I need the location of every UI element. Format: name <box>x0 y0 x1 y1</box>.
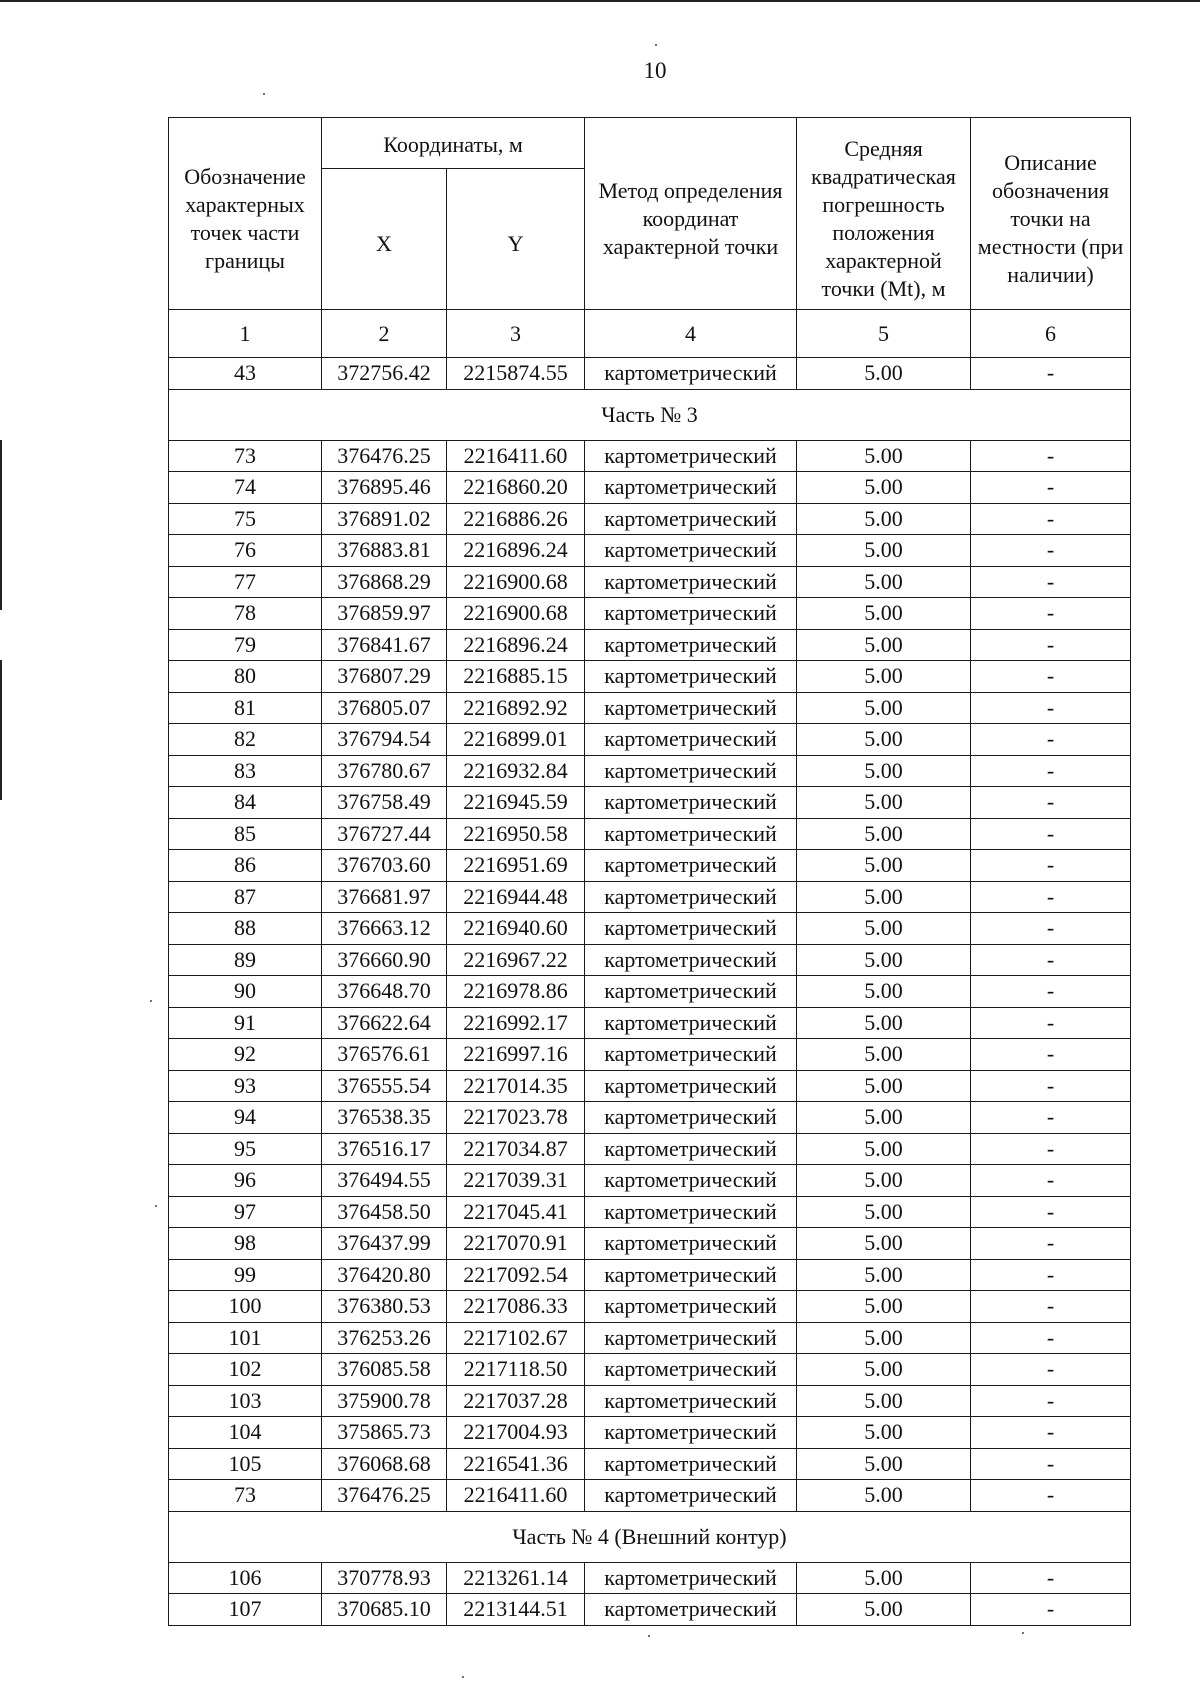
section-header-row <box>169 389 1131 440</box>
cell-method: картометрический <box>585 661 797 693</box>
cell-method: картометрический <box>585 944 797 976</box>
cell-method: картометрический <box>585 1417 797 1449</box>
table-row <box>169 1562 1131 1594</box>
cell-coord-x: 376555.54 <box>322 1070 447 1102</box>
cell-coord-y: 2216541.36 <box>447 1448 585 1480</box>
table-row <box>169 692 1131 724</box>
cell-coord-x: 376883.81 <box>322 535 447 567</box>
table-row <box>169 1133 1131 1165</box>
cell-point-id: 83 <box>169 755 322 787</box>
column-number: 4 <box>585 310 797 358</box>
cell-description: - <box>971 1070 1131 1102</box>
cell-description: - <box>971 724 1131 756</box>
header-description: Описание обозначения точки на местности (при наличии) <box>971 118 1131 310</box>
cell-description: - <box>971 1291 1131 1323</box>
cell-coord-y: 2213261.14 <box>447 1562 585 1594</box>
cell-coord-y: 2216896.24 <box>447 629 585 661</box>
cell-point-id: 103 <box>169 1385 322 1417</box>
cell-method: картометрический <box>585 755 797 787</box>
cell-coord-x: 376703.60 <box>322 850 447 882</box>
cell-mean-error: 5.00 <box>797 661 971 693</box>
cell-coord-y: 2216951.69 <box>447 850 585 882</box>
cell-coord-y: 2216896.24 <box>447 535 585 567</box>
cell-description: - <box>971 787 1131 819</box>
cell-coord-y: 2217037.28 <box>447 1385 585 1417</box>
cell-coord-y: 2217070.91 <box>447 1228 585 1260</box>
cell-method: картометрический <box>585 1448 797 1480</box>
cell-method: картометрический <box>585 1562 797 1594</box>
cell-coord-y: 2217039.31 <box>447 1165 585 1197</box>
cell-coord-x: 376437.99 <box>322 1228 447 1260</box>
cell-coord-x: 372756.42 <box>322 358 447 390</box>
cell-mean-error: 5.00 <box>797 818 971 850</box>
cell-point-id: 78 <box>169 598 322 630</box>
cell-coord-x: 376681.97 <box>322 881 447 913</box>
cell-description: - <box>971 976 1131 1008</box>
cell-coord-x: 376780.67 <box>322 755 447 787</box>
cell-method: картометрический <box>585 440 797 472</box>
cell-method: картометрический <box>585 787 797 819</box>
cell-description: - <box>971 1102 1131 1134</box>
scan-edge-mark <box>0 660 2 800</box>
cell-method: картометрический <box>585 503 797 535</box>
cell-method: картометрический <box>585 881 797 913</box>
cell-method: картометрический <box>585 1007 797 1039</box>
table-row <box>169 1322 1131 1354</box>
cell-description: - <box>971 472 1131 504</box>
cell-mean-error: 5.00 <box>797 1448 971 1480</box>
table-row <box>169 1039 1131 1071</box>
cell-description: - <box>971 1322 1131 1354</box>
cell-description: - <box>971 598 1131 630</box>
table-row <box>169 472 1131 504</box>
cell-point-id: 77 <box>169 566 322 598</box>
cell-mean-error: 5.00 <box>797 472 971 504</box>
cell-coord-y: 2217023.78 <box>447 1102 585 1134</box>
cell-mean-error: 5.00 <box>797 1417 971 1449</box>
cell-description: - <box>971 1165 1131 1197</box>
cell-coord-y: 2216992.17 <box>447 1007 585 1039</box>
cell-coord-x: 376576.61 <box>322 1039 447 1071</box>
cell-method: картометрический <box>585 1291 797 1323</box>
cell-coord-y: 2216885.15 <box>447 661 585 693</box>
table-row <box>169 944 1131 976</box>
table-row <box>169 661 1131 693</box>
cell-coord-x: 376727.44 <box>322 818 447 850</box>
cell-method: картометрический <box>585 1385 797 1417</box>
cell-description: - <box>971 850 1131 882</box>
table-row <box>169 1448 1131 1480</box>
cell-description: - <box>971 881 1131 913</box>
cell-coord-x: 376841.67 <box>322 629 447 661</box>
cell-mean-error: 5.00 <box>797 976 971 1008</box>
cell-coord-y: 2217014.35 <box>447 1070 585 1102</box>
cell-coord-y: 2216892.92 <box>447 692 585 724</box>
cell-description: - <box>971 566 1131 598</box>
cell-mean-error: 5.00 <box>797 1480 971 1512</box>
cell-mean-error: 5.00 <box>797 629 971 661</box>
cell-coord-y: 2216945.59 <box>447 787 585 819</box>
section-title: Часть № 4 (Внешний контур) <box>169 1511 1131 1562</box>
page-number: 10 <box>643 58 667 83</box>
cell-method: картометрический <box>585 1228 797 1260</box>
cell-description: - <box>971 692 1131 724</box>
scan-speck <box>648 1635 650 1637</box>
section-header-row <box>169 1511 1131 1562</box>
cell-description: - <box>971 440 1131 472</box>
cell-coord-y: 2213144.51 <box>447 1594 585 1626</box>
column-number: 3 <box>447 310 585 358</box>
cell-method: картометрический <box>585 1480 797 1512</box>
cell-coord-x: 376538.35 <box>322 1102 447 1134</box>
cell-coord-y: 2216900.68 <box>447 598 585 630</box>
cell-mean-error: 5.00 <box>797 850 971 882</box>
header-method: Метод определения координат характерной точки <box>585 118 797 310</box>
cell-mean-error: 5.00 <box>797 566 971 598</box>
cell-coord-y: 2216978.86 <box>447 976 585 1008</box>
cell-mean-error: 5.00 <box>797 1354 971 1386</box>
cell-coord-y: 2217086.33 <box>447 1291 585 1323</box>
cell-coord-y: 2217004.93 <box>447 1417 585 1449</box>
table-row <box>169 787 1131 819</box>
cell-point-id: 100 <box>169 1291 322 1323</box>
cell-mean-error: 5.00 <box>797 692 971 724</box>
cell-coord-x: 376068.68 <box>322 1448 447 1480</box>
cell-method: картометрический <box>585 850 797 882</box>
table-row <box>169 1385 1131 1417</box>
cell-mean-error: 5.00 <box>797 358 971 390</box>
cell-mean-error: 5.00 <box>797 1102 971 1134</box>
cell-method: картометрический <box>585 629 797 661</box>
header-x: X <box>322 169 447 310</box>
cell-coord-y: 2216967.22 <box>447 944 585 976</box>
cell-mean-error: 5.00 <box>797 1259 971 1291</box>
cell-point-id: 92 <box>169 1039 322 1071</box>
cell-point-id: 75 <box>169 503 322 535</box>
table-row <box>169 1070 1131 1102</box>
cell-point-id: 107 <box>169 1594 322 1626</box>
cell-description: - <box>971 1354 1131 1386</box>
cell-point-id: 87 <box>169 881 322 913</box>
cell-coord-y: 2216940.60 <box>447 913 585 945</box>
table-row <box>169 1196 1131 1228</box>
cell-method: картометрический <box>585 1165 797 1197</box>
cell-point-id: 90 <box>169 976 322 1008</box>
table-row <box>169 913 1131 945</box>
header-coordinates: Координаты, м <box>322 118 585 169</box>
cell-method: картометрический <box>585 1102 797 1134</box>
cell-coord-y: 2217034.87 <box>447 1133 585 1165</box>
cell-point-id: 86 <box>169 850 322 882</box>
cell-description: - <box>971 358 1131 390</box>
scan-speck <box>655 44 657 46</box>
table-row <box>169 566 1131 598</box>
cell-method: картометрический <box>585 535 797 567</box>
cell-point-id: 74 <box>169 472 322 504</box>
cell-coord-y: 2216900.68 <box>447 566 585 598</box>
cell-coord-x: 376805.07 <box>322 692 447 724</box>
scan-speck <box>150 1000 152 1002</box>
table-row <box>169 1354 1131 1386</box>
cell-point-id: 101 <box>169 1322 322 1354</box>
table-row <box>169 440 1131 472</box>
cell-mean-error: 5.00 <box>797 440 971 472</box>
cell-point-id: 98 <box>169 1228 322 1260</box>
cell-description: - <box>971 1259 1131 1291</box>
cell-mean-error: 5.00 <box>797 1070 971 1102</box>
cell-description: - <box>971 1039 1131 1071</box>
cell-coord-x: 376891.02 <box>322 503 447 535</box>
cell-point-id: 89 <box>169 944 322 976</box>
cell-coord-y: 2215874.55 <box>447 358 585 390</box>
cell-mean-error: 5.00 <box>797 787 971 819</box>
cell-method: картометрический <box>585 566 797 598</box>
cell-coord-y: 2216899.01 <box>447 724 585 756</box>
cell-mean-error: 5.00 <box>797 1007 971 1039</box>
cell-coord-x: 376895.46 <box>322 472 447 504</box>
cell-coord-y: 2216411.60 <box>447 440 585 472</box>
table-row <box>169 358 1131 390</box>
table-row <box>169 1480 1131 1512</box>
cell-mean-error: 5.00 <box>797 913 971 945</box>
cell-description: - <box>971 755 1131 787</box>
cell-description: - <box>971 913 1131 945</box>
cell-coord-y: 2216997.16 <box>447 1039 585 1071</box>
cell-coord-y: 2216944.48 <box>447 881 585 913</box>
table-row <box>169 629 1131 661</box>
cell-point-id: 104 <box>169 1417 322 1449</box>
table-body <box>169 310 1131 1626</box>
cell-mean-error: 5.00 <box>797 1594 971 1626</box>
cell-coord-x: 376859.97 <box>322 598 447 630</box>
cell-mean-error: 5.00 <box>797 1039 971 1071</box>
cell-point-id: 79 <box>169 629 322 661</box>
cell-description: - <box>971 1133 1131 1165</box>
table-row <box>169 1102 1131 1134</box>
column-number: 6 <box>971 310 1131 358</box>
cell-method: картометрический <box>585 1322 797 1354</box>
cell-coord-x: 375900.78 <box>322 1385 447 1417</box>
cell-coord-y: 2217118.50 <box>447 1354 585 1386</box>
cell-description: - <box>971 1007 1131 1039</box>
cell-method: картометрический <box>585 724 797 756</box>
scan-speck <box>263 93 265 95</box>
cell-point-id: 81 <box>169 692 322 724</box>
table-row <box>169 1007 1131 1039</box>
cell-point-id: 97 <box>169 1196 322 1228</box>
column-number: 1 <box>169 310 322 358</box>
cell-method: картометрический <box>585 1133 797 1165</box>
cell-point-id: 99 <box>169 1259 322 1291</box>
cell-mean-error: 5.00 <box>797 881 971 913</box>
cell-method: картометрический <box>585 472 797 504</box>
table-row <box>169 503 1131 535</box>
cell-mean-error: 5.00 <box>797 1228 971 1260</box>
cell-coord-x: 370778.93 <box>322 1562 447 1594</box>
table-row <box>169 850 1131 882</box>
column-numbers-row <box>169 310 1131 358</box>
cell-coord-x: 376758.49 <box>322 787 447 819</box>
cell-description: - <box>971 503 1131 535</box>
cell-mean-error: 5.00 <box>797 1133 971 1165</box>
cell-description: - <box>971 629 1131 661</box>
cell-method: картометрический <box>585 1039 797 1071</box>
header-mean-error: Средняя квадратическая погрешность положения характерной точки (Mt), м <box>797 118 971 310</box>
cell-description: - <box>971 1385 1131 1417</box>
cell-coord-x: 376253.26 <box>322 1322 447 1354</box>
cell-mean-error: 5.00 <box>797 724 971 756</box>
cell-method: картометрический <box>585 598 797 630</box>
cell-coord-y: 2216950.58 <box>447 818 585 850</box>
scan-speck <box>1022 1632 1024 1634</box>
cell-mean-error: 5.00 <box>797 1562 971 1594</box>
column-number: 5 <box>797 310 971 358</box>
table-row <box>169 1291 1131 1323</box>
cell-description: - <box>971 1480 1131 1512</box>
table-row <box>169 1165 1131 1197</box>
cell-method: картометрический <box>585 1259 797 1291</box>
cell-description: - <box>971 1448 1131 1480</box>
cell-coord-x: 376868.29 <box>322 566 447 598</box>
cell-coord-x: 376494.55 <box>322 1165 447 1197</box>
cell-description: - <box>971 1562 1131 1594</box>
cell-coord-x: 376622.64 <box>322 1007 447 1039</box>
section-title: Часть № 3 <box>169 389 1131 440</box>
cell-coord-x: 376085.58 <box>322 1354 447 1386</box>
cell-point-id: 91 <box>169 1007 322 1039</box>
scan-edge-mark <box>0 0 1200 2</box>
cell-description: - <box>971 818 1131 850</box>
cell-coord-y: 2217045.41 <box>447 1196 585 1228</box>
table-row <box>169 598 1131 630</box>
cell-coord-x: 376807.29 <box>322 661 447 693</box>
header-y: Y <box>447 169 585 310</box>
cell-method: картометрический <box>585 1070 797 1102</box>
table-row <box>169 1417 1131 1449</box>
cell-mean-error: 5.00 <box>797 755 971 787</box>
cell-mean-error: 5.00 <box>797 1322 971 1354</box>
cell-method: картометрический <box>585 1354 797 1386</box>
cell-coord-y: 2216886.26 <box>447 503 585 535</box>
cell-mean-error: 5.00 <box>797 1385 971 1417</box>
cell-coord-x: 376476.25 <box>322 440 447 472</box>
cell-point-id: 73 <box>169 440 322 472</box>
cell-point-id: 82 <box>169 724 322 756</box>
cell-coord-y: 2217102.67 <box>447 1322 585 1354</box>
scan-speck <box>462 1676 464 1678</box>
cell-mean-error: 5.00 <box>797 598 971 630</box>
cell-mean-error: 5.00 <box>797 503 971 535</box>
cell-description: - <box>971 1417 1131 1449</box>
cell-coord-x: 376420.80 <box>322 1259 447 1291</box>
cell-description: - <box>971 1196 1131 1228</box>
cell-point-id: 93 <box>169 1070 322 1102</box>
table-row <box>169 818 1131 850</box>
cell-description: - <box>971 1594 1131 1626</box>
cell-point-id: 85 <box>169 818 322 850</box>
cell-point-id: 43 <box>169 358 322 390</box>
cell-point-id: 95 <box>169 1133 322 1165</box>
cell-method: картометрический <box>585 358 797 390</box>
cell-method: картометрический <box>585 976 797 1008</box>
cell-coord-x: 376794.54 <box>322 724 447 756</box>
cell-mean-error: 5.00 <box>797 1165 971 1197</box>
table-row <box>169 535 1131 567</box>
header-point-designation: Обозначение характерных точек части границы <box>169 118 322 310</box>
table-row <box>169 755 1131 787</box>
cell-coord-y: 2216932.84 <box>447 755 585 787</box>
cell-mean-error: 5.00 <box>797 1196 971 1228</box>
cell-description: - <box>971 944 1131 976</box>
cell-method: картометрический <box>585 1594 797 1626</box>
cell-mean-error: 5.00 <box>797 944 971 976</box>
cell-description: - <box>971 661 1131 693</box>
cell-method: картометрический <box>585 913 797 945</box>
cell-coord-x: 376380.53 <box>322 1291 447 1323</box>
table-row <box>169 724 1131 756</box>
scan-edge-mark <box>0 440 2 610</box>
cell-method: картометрический <box>585 1196 797 1228</box>
cell-coord-y: 2216411.60 <box>447 1480 585 1512</box>
cell-point-id: 84 <box>169 787 322 819</box>
cell-point-id: 76 <box>169 535 322 567</box>
cell-point-id: 80 <box>169 661 322 693</box>
table-header <box>169 118 1131 310</box>
cell-coord-x: 376516.17 <box>322 1133 447 1165</box>
table-row <box>169 976 1131 1008</box>
column-number: 2 <box>322 310 447 358</box>
cell-point-id: 106 <box>169 1562 322 1594</box>
cell-mean-error: 5.00 <box>797 1291 971 1323</box>
cell-mean-error: 5.00 <box>797 535 971 567</box>
cell-coord-x: 375865.73 <box>322 1417 447 1449</box>
scan-speck <box>155 1205 157 1207</box>
cell-method: картометрический <box>585 818 797 850</box>
cell-point-id: 96 <box>169 1165 322 1197</box>
cell-point-id: 88 <box>169 913 322 945</box>
cell-coord-x: 376458.50 <box>322 1196 447 1228</box>
cell-point-id: 105 <box>169 1448 322 1480</box>
cell-description: - <box>971 1228 1131 1260</box>
cell-point-id: 102 <box>169 1354 322 1386</box>
cell-coord-x: 376476.25 <box>322 1480 447 1512</box>
cell-method: картометрический <box>585 692 797 724</box>
table-row <box>169 1228 1131 1260</box>
cell-coord-x: 376660.90 <box>322 944 447 976</box>
table-row <box>169 1594 1131 1626</box>
coordinates-table <box>168 117 1131 1626</box>
table-row <box>169 1259 1131 1291</box>
cell-coord-y: 2216860.20 <box>447 472 585 504</box>
cell-point-id: 73 <box>169 1480 322 1512</box>
table-row <box>169 881 1131 913</box>
cell-description: - <box>971 535 1131 567</box>
cell-point-id: 94 <box>169 1102 322 1134</box>
cell-coord-x: 376648.70 <box>322 976 447 1008</box>
cell-coord-x: 376663.12 <box>322 913 447 945</box>
cell-coord-y: 2217092.54 <box>447 1259 585 1291</box>
cell-coord-x: 370685.10 <box>322 1594 447 1626</box>
